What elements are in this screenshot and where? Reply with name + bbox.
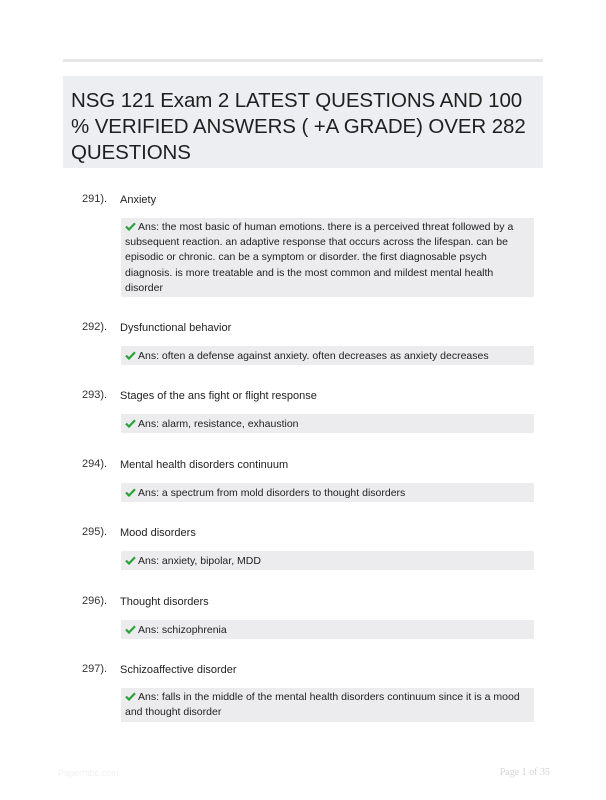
question-text: Mood disorders bbox=[120, 527, 196, 539]
question-number: 296). bbox=[82, 595, 108, 607]
question-text: Dysfunctional behavior bbox=[120, 322, 232, 334]
answer-text: Ans: often a defense against anxiety. often decreases as anxiety decreases bbox=[138, 350, 489, 362]
answer-box bbox=[121, 414, 534, 433]
check-icon bbox=[125, 419, 136, 428]
question-number: 292). bbox=[82, 321, 108, 333]
document-title-box bbox=[63, 76, 543, 168]
question-text: Stages of the ans fight or flight response bbox=[120, 390, 317, 402]
page-number: Page 1 of 35 bbox=[499, 767, 550, 778]
question-text: Anxiety bbox=[120, 194, 157, 206]
question-text: Mental health disorders continuum bbox=[120, 459, 289, 471]
check-icon bbox=[125, 488, 136, 497]
question-text: Thought disorders bbox=[120, 596, 209, 608]
answer-text: Ans: schizophrenia bbox=[138, 624, 227, 636]
question-number: 293). bbox=[82, 389, 108, 401]
answer-text: Ans: falls in the middle of the mental health disorders continuum since it is a mood and thought disorder bbox=[125, 691, 520, 719]
footer-watermark: Paperhtbc.com bbox=[58, 768, 119, 778]
answer-box bbox=[121, 483, 534, 502]
check-icon bbox=[125, 351, 136, 360]
question-text: Schizoaffective disorder bbox=[120, 664, 237, 676]
question-number: 297). bbox=[82, 663, 108, 675]
answer-text: Ans: alarm, resistance, exhaustion bbox=[138, 418, 299, 430]
check-icon bbox=[125, 222, 136, 231]
answer-text: Ans: a spectrum from mold disorders to thought disorders bbox=[138, 487, 406, 499]
answer-text: Ans: the most basic of human emotions. there is a perceived threat followed by a subsequent reaction. an adaptive response that occurs across the lifespan. can be episodic or chronic. can be a symptom or disorder. the first diagnosable psych diagnosis. is more treatable and is the most common and mildest mental health disorder bbox=[125, 221, 514, 294]
question-number: 294). bbox=[82, 458, 108, 470]
answer-text: Ans: anxiety, bipolar, MDD bbox=[138, 555, 261, 567]
document-title: NSG 121 Exam 2 LATEST QUESTIONS AND 100 % VERIFIED ANSWERS ( +A GRADE) OVER 282 QUESTIONS bbox=[71, 89, 526, 164]
question-number: 291). bbox=[82, 193, 108, 205]
check-icon bbox=[125, 692, 136, 701]
answer-box bbox=[121, 620, 534, 639]
answer-box bbox=[121, 688, 534, 722]
answer-box bbox=[121, 346, 534, 365]
question-number: 295). bbox=[82, 526, 108, 538]
check-icon bbox=[125, 625, 136, 634]
check-icon bbox=[125, 556, 136, 565]
answer-box bbox=[121, 551, 534, 570]
top-divider bbox=[63, 59, 543, 62]
answer-box bbox=[121, 218, 534, 297]
